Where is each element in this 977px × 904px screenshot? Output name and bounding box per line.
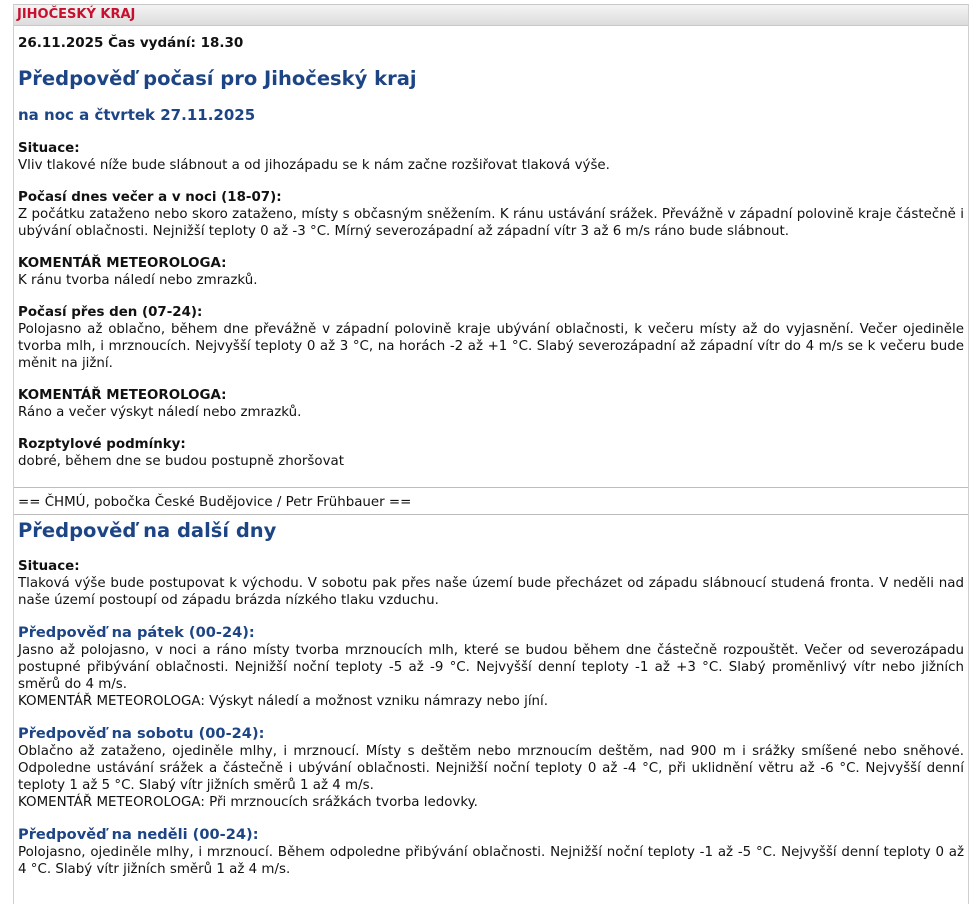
divider xyxy=(14,514,968,515)
section-text: Polojasno až oblačno, během dne převážně v západní polovině kraje ubývání oblačnosti, k večeru místy až do vyjasnění. Večer ojediněle tvorba mlh, i mrznoucích. Nejvyšší teploty 0 až 3 °C, na horách -2 až +1 °C. Slabý severozápadní až západní vítr do 4 m/s se k večeru bude měnit na jižní. xyxy=(18,322,964,371)
section-text: Z počátku zataženo nebo skoro zataženo, místy s občasným sněžením. K ránu ustávání srážek. Převážně v západní polovině kraje částečně i ubývání oblačnosti. Nejnižší teploty 0 až -3 °C. Mírný severozápadní až západní vítr 3 až 6 m/s ráno bude slábnout. xyxy=(18,207,964,239)
forecast-period: na noc a čtvrtek 27.11.2025 xyxy=(18,106,256,124)
day-text: Oblačno až zataženo, ojediněle mlhy, i mrznoucí. Místy s deštěm nebo mrznoucím deštěm, nad 900 m i srážky smíšené nebo sněhové. Odpoledne ustávání srážek a částečně i ubývání oblačnosti. Nejnižší noční teploty 0 až -4 °C, při uklidnění větru až -6 °C. Nejvyšší denní teploty 1 až 5 °C. Slabý vítr jižních směrů 1 až 4 m/s. xyxy=(18,744,964,793)
day-title: Předpověď na sobotu (00-24): xyxy=(18,725,265,742)
section-text: Ráno a večer výskyt náledí nebo zmrazků. xyxy=(18,405,302,420)
day-title: Předpověď na neděli (00-24): xyxy=(18,826,259,843)
divider xyxy=(14,487,968,488)
day-title: Předpověď na pátek (00-24): xyxy=(18,624,255,641)
day-comment: KOMENTÁŘ METEOROLOGA: Při mrznoucích srážkách tvorba ledovky. xyxy=(18,795,478,810)
meteorologist-comment-section xyxy=(18,255,964,289)
friday-forecast xyxy=(18,623,964,710)
evening-night-section xyxy=(18,189,964,240)
section-label: Situace: xyxy=(18,559,80,574)
dispersion-section xyxy=(18,436,964,470)
daytime-section xyxy=(18,304,964,372)
day-text: Polojasno, ojediněle mlhy, i mrznoucí. Během odpoledne přibývání oblačnosti. Nejnižší noční teploty -1 až -5 °C. Nejvyšší denní teploty 0 až 4 °C. Slabý vítr jižních směrů 1 až 4 m/s. xyxy=(18,845,964,877)
section-text: dobré, během dne se budou postupně zhoršovat xyxy=(18,454,344,469)
next-situation-section xyxy=(18,558,964,609)
section-label: KOMENTÁŘ METEOROLOGA: xyxy=(18,388,227,403)
forecast-frame xyxy=(13,4,969,904)
sunday-forecast xyxy=(18,825,964,878)
saturday-forecast xyxy=(18,724,964,811)
section-text: Tlaková výše bude postupovat k východu. V sobotu pak přes naše území bude přecházet od západu slábnoucí studená fronta. V neděli nad naše území postoupí od západu brázda nízkého tlaku vzduchu. xyxy=(18,576,964,608)
meteorologist-comment-section xyxy=(18,387,964,421)
page-title: Předpověď počasí pro Jihočeský kraj xyxy=(18,67,417,90)
situation-section xyxy=(18,140,964,174)
section-label: Počasí přes den (07-24): xyxy=(18,305,203,320)
next-days-title: Předpověď na další dny xyxy=(18,519,277,542)
day-comment: KOMENTÁŘ METEOROLOGA: Výskyt náledí a možnost vzniku námrazy nebo jíní. xyxy=(18,694,549,709)
day-text: Jasno až polojasno, v noci a ráno místy tvorba mrznoucích mlh, které se budou během dne částečně rozpouštět. Večer od severozápadu postupné přibývání oblačnosti. Nejnižší noční teploty -5 až -9 °C. Nejvyšší denní teploty -1 až +3 °C. Slabý proměnlivý vítr nebo jižních směrů do 4 m/s. xyxy=(18,643,964,692)
issue-time: 26.11.2025 Čas vydání: 18.30 xyxy=(18,35,244,51)
region-header: JIHOČESKÝ KRAJ xyxy=(14,4,968,26)
forecast-content xyxy=(14,35,968,878)
section-label: Počasí dnes večer a v noci (18-07): xyxy=(18,190,282,205)
section-label: KOMENTÁŘ METEOROLOGA: xyxy=(18,256,227,271)
section-text: Vliv tlakové níže bude slábnout a od jihozápadu se k nám začne rozšiřovat tlaková výše. xyxy=(18,158,610,173)
section-text: K ránu tvorba náledí nebo zmrazků. xyxy=(18,273,258,288)
section-label: Rozptylové podmínky: xyxy=(18,437,186,452)
signature: == ČHMÚ, pobočka České Budějovice / Petr Frühbauer == xyxy=(18,495,412,510)
section-label: Situace: xyxy=(18,141,80,156)
